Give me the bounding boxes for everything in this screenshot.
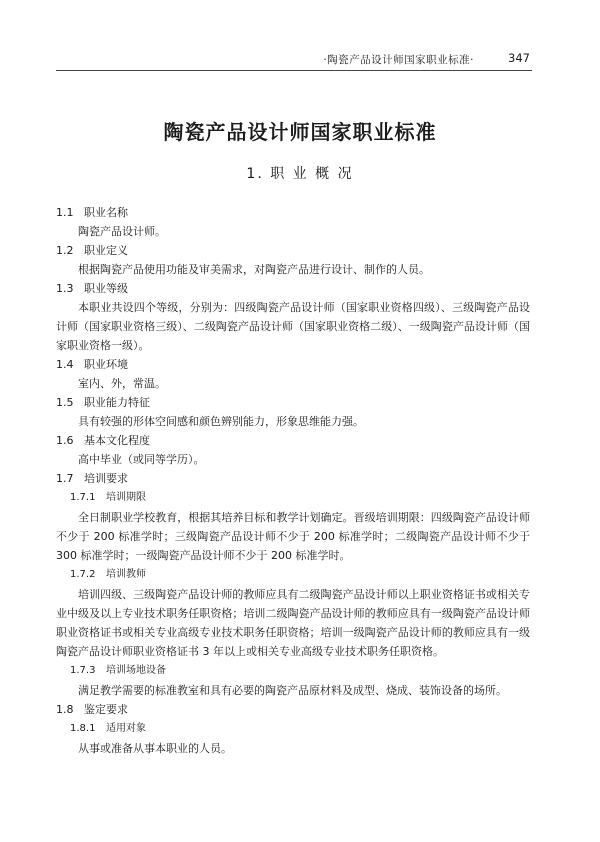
- subsection-1-7-1: [56, 488, 530, 565]
- subsection-1-7-3: [56, 661, 530, 700]
- section-number: 1.7: [56, 472, 74, 485]
- section-text: 高中毕业（或同等学历）。: [78, 453, 205, 466]
- subsection-title: 培训教师: [106, 569, 146, 580]
- section-1-6: [56, 431, 530, 469]
- section-number: 1.1: [56, 206, 74, 219]
- subsection-text: 全日制职业学校教育，根据其培养目标和教学计划确定。晋级培训期限：四级陶瓷产品设计师不少于 200 标准学时；三级陶瓷产品设计师不少于 200 标准学时；二级陶瓷产品设计师不少于 300 标准学时；一级陶瓷产品设计师不少于 200 标准学时。: [56, 511, 530, 562]
- section-title: 职业环境: [84, 358, 128, 371]
- section-title: 职业能力特征: [84, 396, 150, 409]
- subsection-heading: [56, 661, 530, 681]
- section-number: 1.5: [56, 396, 74, 409]
- section-1-7: [56, 469, 530, 488]
- subsection-number: 1.7.1: [70, 492, 96, 503]
- subsection-number: 1.7.2: [70, 569, 96, 580]
- section-number: 1.6: [56, 434, 74, 447]
- subsection-1-7-2: [56, 565, 530, 661]
- section-text: 根据陶瓷产品使用功能及审美需求，对陶瓷产品进行设计、制作的人员。: [78, 263, 430, 276]
- subsection-title: 适用对象: [106, 723, 146, 734]
- subsection-number: 1.7.3: [70, 665, 96, 676]
- subsection-title: 培训场地设备: [106, 665, 166, 676]
- section-heading: [56, 700, 530, 719]
- section-text: 本职业共设四个等级，分别为：四级陶瓷产品设计师（国家职业资格四级）、三级陶瓷产品设计师（国家职业资格三级）、二级陶瓷产品设计师（国家职业资格二级）、一级陶瓷产品设计师（国家职业资格一级）。: [56, 301, 530, 352]
- section-text: 陶瓷产品设计师。: [78, 225, 166, 238]
- subsection-text: 培训四级、三级陶瓷产品设计师的教师应具有二级陶瓷产品设计师以上职业资格证书或相关专业中级及以上专业技术职务任职资格；培训二级陶瓷产品设计师的教师应具有一级陶瓷产品设计师职业资格证书或相关专业高级专业技术职务任职资格；培训一级陶瓷产品设计师的教师应具有一级陶瓷产品设计师职业资格证书 3 年以上或相关专业高级专业技术职务任职资格。: [56, 588, 530, 658]
- section-text: 室内、外，常温。: [78, 377, 166, 390]
- subsection-1-8-1: [56, 719, 530, 758]
- page-title: 陶瓷产品设计师国家职业标准: [163, 120, 437, 144]
- section-heading: [56, 469, 530, 488]
- section-heading: [56, 431, 530, 450]
- subsection-heading: [56, 719, 530, 739]
- subsection-heading: [56, 488, 530, 508]
- section-1-1: [56, 203, 530, 241]
- subsection-text: 满足教学需要的标准教室和具有必要的陶瓷产品原材料及成型、烧成、装饰设备的场所。: [78, 684, 507, 697]
- section-1-4: [56, 355, 530, 393]
- section-text: 具有较强的形体空间感和颜色辨别能力，形象思维能力强。: [78, 415, 364, 428]
- section-number: 1.3: [56, 282, 74, 295]
- running-header: [56, 50, 532, 71]
- section-number: 1.8: [56, 703, 74, 716]
- section-number: 1.2: [56, 244, 74, 257]
- section-heading: [56, 241, 530, 260]
- document-body: [56, 203, 530, 758]
- section-number: 1.4: [56, 358, 74, 371]
- section-1-3: [56, 279, 530, 355]
- section-heading: [56, 393, 530, 412]
- section-title: 职业等级: [84, 282, 128, 295]
- section-heading: [56, 203, 530, 222]
- subsection-text: 从事或准备从事本职业的人员。: [78, 742, 232, 755]
- page-number: 347: [508, 51, 530, 65]
- section-title: 培训要求: [84, 472, 128, 485]
- subsection-title: 培训期限: [106, 492, 146, 503]
- section-1-8: [56, 700, 530, 719]
- section-title: 基本文化程度: [84, 434, 150, 447]
- subsection-heading: [56, 565, 530, 585]
- running-title: ·陶瓷产品设计师国家职业标准·: [323, 54, 474, 66]
- section-title: 职业定义: [84, 244, 128, 257]
- subsection-number: 1.8.1: [70, 723, 96, 734]
- section-1-5: [56, 393, 530, 431]
- section-title: 职业名称: [84, 206, 128, 219]
- section-heading: [56, 355, 530, 374]
- chapter-title: 1. 职 业 概 况: [246, 166, 354, 182]
- section-1-2: [56, 241, 530, 279]
- section-heading: [56, 279, 530, 298]
- section-title: 鉴定要求: [84, 703, 128, 716]
